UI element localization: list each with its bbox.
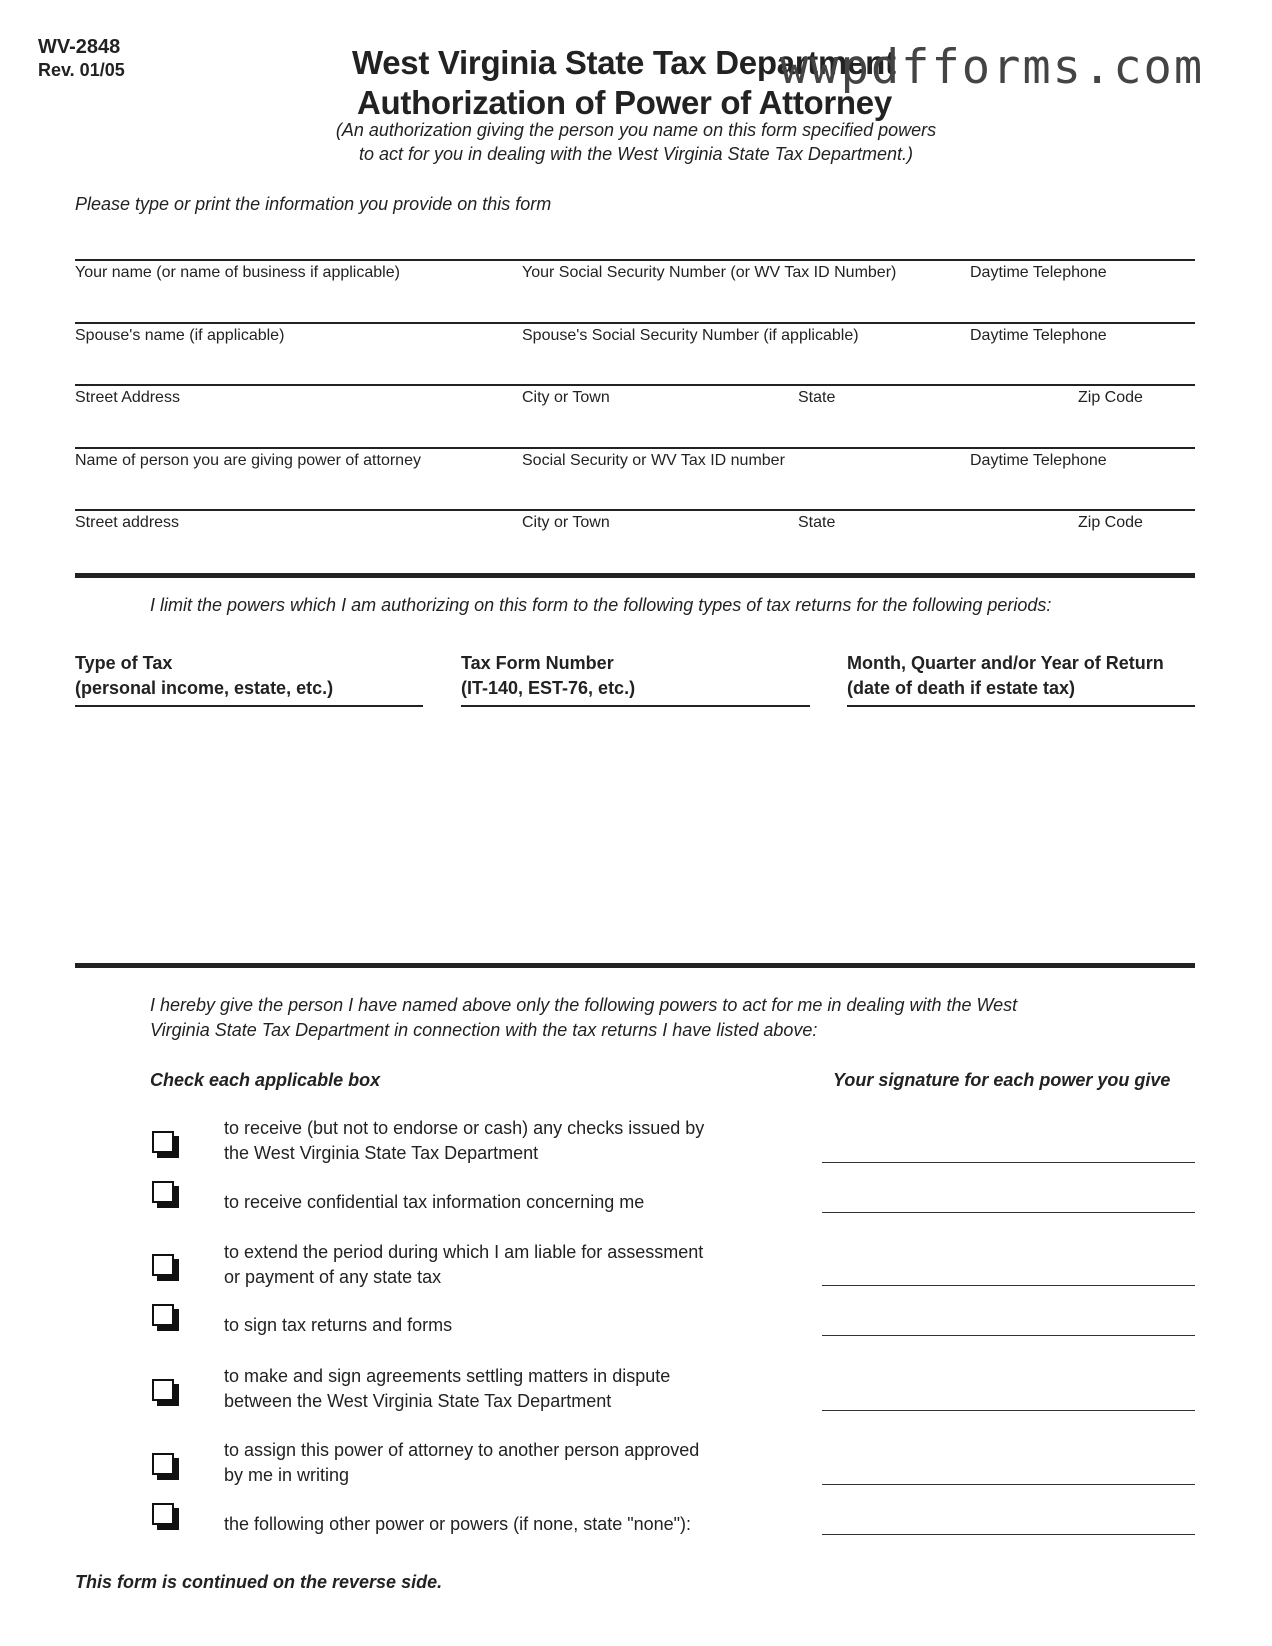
field-row-rule — [75, 384, 1195, 386]
power-checkbox-assign-power[interactable] — [152, 1453, 178, 1479]
column-rule — [847, 705, 1195, 707]
field-row-rule — [75, 322, 1195, 324]
power-text-line: or payment of any state tax — [224, 1267, 442, 1287]
section-divider — [75, 963, 1195, 968]
page-subtitle: Authorization of Power of Attorney — [357, 84, 892, 121]
spouse-ssn-label: Spouse's Social Security Number (if applicable) — [522, 327, 859, 344]
signature-line-extend-period[interactable] — [822, 1285, 1195, 1286]
subtitle-line-2: to act for you in dealing with the West Virginia State Tax Department.) — [359, 144, 913, 164]
field-row-rule — [75, 447, 1195, 449]
signature-line-sign-returns[interactable] — [822, 1335, 1195, 1336]
signature-line-other-powers[interactable] — [822, 1534, 1195, 1535]
power-text-line: to receive confidential tax information concerning me — [224, 1192, 645, 1212]
power-text-receive-checks — [224, 1116, 704, 1166]
power-checkbox-extend-period[interactable] — [152, 1254, 178, 1280]
subtitle-line-1: (An authorization giving the person you name on this form specified powers — [335, 120, 937, 140]
power-text-line: to extend the period during which I am liable for assessment — [224, 1242, 704, 1262]
return-period-heading-line1: Month, Quarter and/or Year of Return — [847, 653, 1164, 673]
spouse-telephone-label: Daytime Telephone — [970, 327, 1107, 344]
state-label: State — [798, 389, 836, 406]
tax-form-number-heading-line2: (IT-140, EST-76, etc.) — [461, 678, 636, 698]
return-period-heading — [847, 651, 1164, 701]
column-rule — [461, 705, 810, 707]
city-label: City or Town — [522, 389, 610, 406]
powers-intro-line-1: I hereby give the person I have named above only the following powers to act for me in dealing with the West — [150, 995, 1018, 1015]
attorney-name-label: Name of person you are giving power of attorney — [75, 452, 421, 469]
power-text-sign-returns — [224, 1313, 452, 1338]
power-text-line: the following other power or powers (if none, state "none"): — [224, 1514, 692, 1534]
type-of-tax-heading-line2: (personal income, estate, etc.) — [75, 678, 334, 698]
attorney-state-label: State — [798, 514, 836, 531]
instruction-text: Please type or print the information you provide on this form — [75, 194, 552, 214]
powers-intro-line-2: Virginia State Tax Department in connection with the tax returns I have listed above: — [150, 1020, 818, 1040]
power-text-line: to sign tax returns and forms — [224, 1315, 453, 1335]
return-period-heading-line2: (date of death if estate tax) — [847, 678, 1076, 698]
power-text-line: to make and sign agreements settling matters in dispute — [224, 1366, 671, 1386]
column-rule — [75, 705, 423, 707]
attorney-street-address-label: Street address — [75, 514, 180, 531]
power-text-line: to assign this power of attorney to another person approved — [224, 1440, 700, 1460]
continued-note: This form is continued on the reverse side. — [75, 1572, 443, 1592]
signature-line-confidential-info[interactable] — [822, 1212, 1195, 1213]
power-text-assign-power — [224, 1438, 699, 1488]
tax-form-number-heading-line1: Tax Form Number — [461, 653, 614, 673]
signature-line-receive-checks[interactable] — [822, 1162, 1195, 1163]
form-number: WV-2848 — [38, 36, 121, 58]
watermark: wwpdfforms.com — [780, 40, 1205, 95]
power-checkbox-sign-returns[interactable] — [152, 1304, 178, 1330]
signature-line-assign-power[interactable] — [822, 1484, 1195, 1485]
power-text-other-powers — [224, 1512, 691, 1537]
tax-form-number-heading — [461, 651, 635, 701]
attorney-city-label: City or Town — [522, 514, 610, 531]
daytime-telephone-label: Daytime Telephone — [970, 264, 1107, 281]
power-text-line: to receive (but not to endorse or cash) any checks issued by — [224, 1118, 705, 1138]
field-row-rule — [75, 259, 1195, 261]
your-name-label: Your name (or name of business if applicable) — [75, 264, 400, 281]
signature-line-settle-disputes[interactable] — [822, 1410, 1195, 1411]
attorney-telephone-label: Daytime Telephone — [970, 452, 1107, 469]
zip-code-label: Zip Code — [1078, 389, 1143, 406]
street-address-label: Street Address — [75, 389, 180, 406]
power-text-confidential-info — [224, 1190, 644, 1215]
section-divider — [75, 573, 1195, 578]
attorney-ssn-label: Social Security or WV Tax ID number — [522, 452, 785, 469]
power-checkbox-settle-disputes[interactable] — [152, 1379, 178, 1405]
limit-statement: I limit the powers which I am authorizing on this form to the following types of tax returns for the following periods: — [150, 595, 1052, 615]
power-checkbox-other-powers[interactable] — [152, 1503, 178, 1529]
your-ssn-label: Your Social Security Number (or WV Tax ID Number) — [522, 264, 897, 281]
power-checkbox-confidential-info[interactable] — [152, 1181, 178, 1207]
revision-date: Rev. 01/05 — [38, 60, 125, 80]
signature-heading: Your signature for each power you give — [833, 1070, 1171, 1090]
attorney-zip-code-label: Zip Code — [1078, 514, 1143, 531]
type-of-tax-heading — [75, 651, 333, 701]
power-text-line: between the West Virginia State Tax Department — [224, 1391, 612, 1411]
power-text-settle-disputes — [224, 1364, 670, 1414]
check-box-heading: Check each applicable box — [150, 1070, 381, 1090]
page-title: West Virginia State Tax Department — [352, 44, 896, 81]
power-text-extend-period — [224, 1240, 703, 1290]
power-text-line: by me in writing — [224, 1465, 350, 1485]
spouse-name-label: Spouse's name (if applicable) — [75, 327, 285, 344]
power-checkbox-receive-checks[interactable] — [152, 1131, 178, 1157]
field-row-rule — [75, 509, 1195, 511]
power-text-line: the West Virginia State Tax Department — [224, 1143, 539, 1163]
type-of-tax-heading-line1: Type of Tax — [75, 653, 173, 673]
